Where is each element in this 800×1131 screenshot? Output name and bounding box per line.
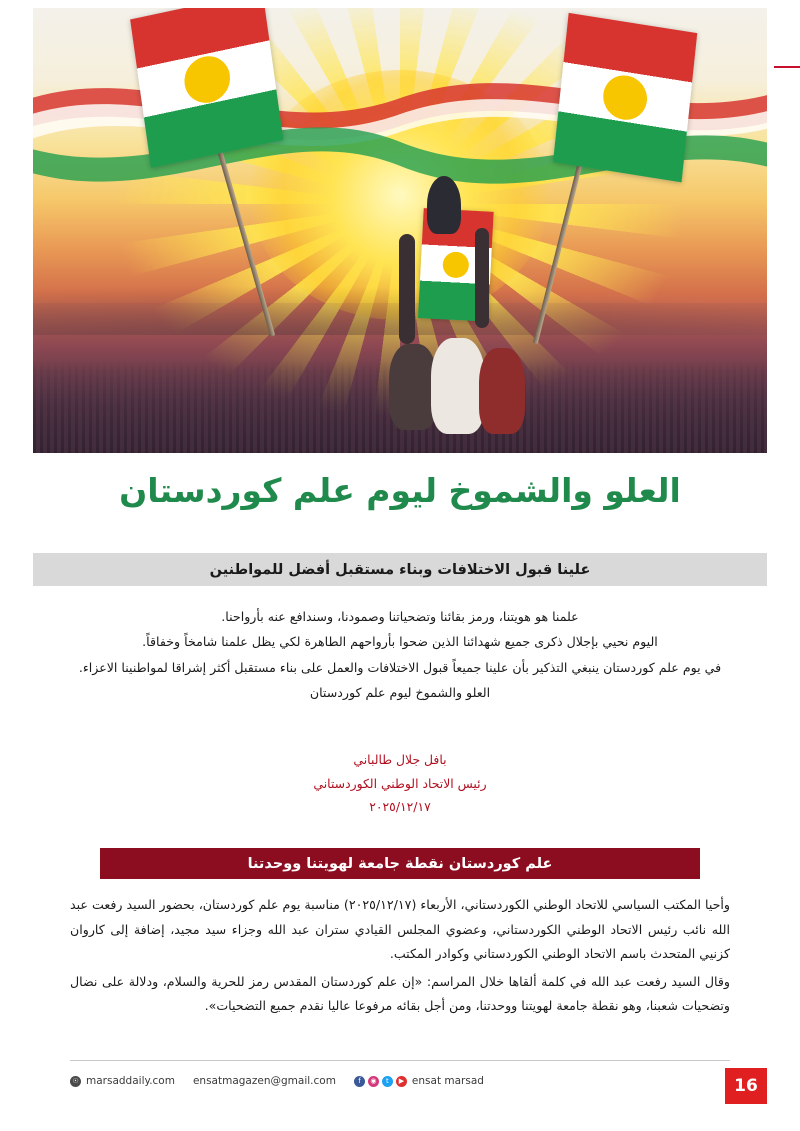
footer-website-text: marsaddaily.com [86, 1075, 175, 1087]
subtitle-bar-text: علينا قبول الاختلافات وبناء مستقبل أفضل للمواطنين [209, 561, 591, 578]
footer-email[interactable] [193, 1075, 336, 1087]
section-heading-bar [100, 848, 700, 879]
person-base-right [479, 348, 525, 434]
signature-date: ٢٠٢٥/١٢/١٧ [369, 799, 431, 815]
page-title: العلو والشموخ ليوم علم كوردستان [119, 471, 681, 510]
page-number-badge [725, 1068, 767, 1104]
section-heading-text: علم كوردستان نقطة جامعة لهويتنا ووحدتنا [247, 855, 553, 872]
person-base-center [431, 338, 485, 434]
footer-social[interactable] [354, 1075, 484, 1087]
social-icons [354, 1076, 407, 1087]
youtube-icon[interactable]: ▶ [396, 1076, 407, 1087]
page-footer [70, 1070, 730, 1092]
intro-paragraph-1: علمنا هو هويتنا، ورمز بقائنا وتضحياتنا وصمودنا، وسندافع عنه بأرواحنا. [221, 609, 579, 624]
kurdistan-flag-left [130, 8, 283, 168]
intro-paragraph-4: العلو والشموخ ليوم علم كوردستان [309, 684, 491, 700]
instagram-icon[interactable]: ◉ [368, 1076, 379, 1087]
signature-block [70, 748, 730, 819]
facebook-icon[interactable]: f [354, 1076, 365, 1087]
globe-icon: ☉ [70, 1076, 81, 1087]
twitter-icon[interactable]: t [382, 1076, 393, 1087]
person-top-arm-right [475, 228, 489, 328]
kurdistan-flag-right [553, 13, 697, 183]
intro-paragraph-2: اليوم نحيي بإجلال ذكرى جميع شهدائنا الذين ضحوا بأرواحهم الطاهرة لكي يظل علمنا شامخاً وخفاقاً. [142, 634, 658, 650]
page-number: 16 [734, 1076, 758, 1096]
person-top [427, 176, 461, 234]
subtitle-bar [33, 553, 767, 586]
person-top-arm-left [399, 234, 415, 344]
article-body [70, 893, 730, 1022]
hero-photo [33, 8, 767, 453]
person-base-left [389, 344, 437, 430]
footer-divider [70, 1060, 730, 1061]
intro-paragraph-3: في يوم علم كوردستان ينبغي التذكير بأن علينا جميعاً قبول الاختلافات والعمل على بناء مستقبل أكثر إشراقا لمواطنينا الاعزاء. [78, 659, 722, 675]
footer-website[interactable] [70, 1075, 175, 1087]
signature-title: رئيس الاتحاد الوطني الكوردستاني [313, 775, 487, 791]
article-paragraph-1: وأحيا المكتب السياسي للاتحاد الوطني الكوردستاني، الأربعاء (٢٠٢٥/١٢/١٧) مناسبة يوم علم كوردستان، بحضور السيد رفعت عبد الله نائب رئيس الاتحاد الوطني الكوردستاني، وعضوي المجلس القيادي ستران عبد الله وجزاء سيد مجيد، إضافة إلى كاروان كزنيي المتحدث باسم الاتحاد الوطني الكوردستاني وكوادر المكتب. [70, 897, 731, 962]
footer-email-text: ensatmagazen@gmail.com [192, 1075, 336, 1087]
edge-crop-mark [774, 66, 800, 68]
footer-social-handle: ensat marsad [411, 1075, 484, 1087]
article-paragraph-2: وقال السيد رفعت عبد الله في كلمة ألقاها خلال المراسم: «إن علم كوردستان المقدس رمز للحرية والسلام، ودلالة على نضال وتضحيات شعبنا، وهو نقطة جامعة لهويتنا ووحدتنا، ومن أجل بقائه مرفوعا عاليا نقدم جميع التضحيات». [70, 973, 730, 1014]
signature-name: بافل جلال طالباني [353, 752, 447, 767]
intro-body [70, 605, 730, 706]
